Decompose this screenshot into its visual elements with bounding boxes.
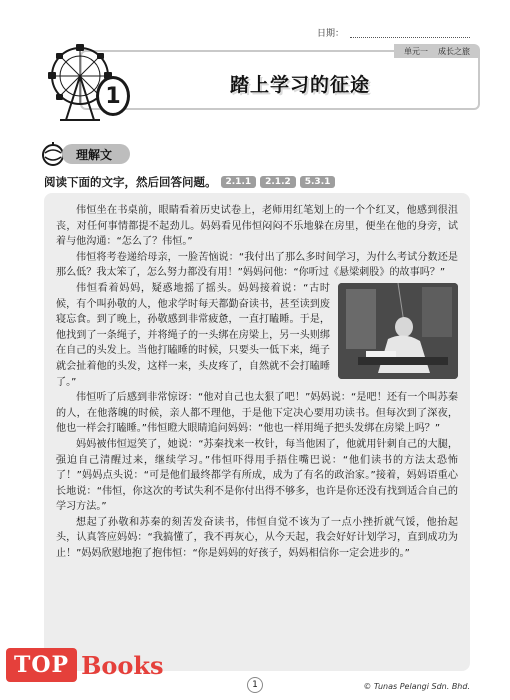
logo-books-text: Books: [81, 650, 164, 680]
passage-paragraph: 伟恒看着妈妈，疑惑地摇了摇头。妈妈接着说：“古时候，有个叫孙敬的人，他求学时每天都勤奋读书，甚至读到废寝忘食。到了晚上，孙敬感到非常疲惫，一直打瞌睡。于是，他找到了一条绳子，并将绳子的一头绑在房梁上，另一头则绑在自己的头发上。当他打瞌睡的时候，只要头一低下来，绳子就会扯着他的头发，这样一来，头皮疼了，自然就不会打瞌睡了。”: [56, 282, 330, 388]
passage-paragraph: 伟恒听了后感到非常惊讶：“他对自己也太狠了吧！”妈妈说：“是吧！还有一个叫苏秦的人，在他落魄的时候，亲人都不理他，于是他下定决心要用功读书。但每次到了深夜，他也一样会打瞌睡。”伟恒瞪大眼睛追问妈妈：“他也一样用绳子把头发绑在房梁上吗？”: [56, 392, 458, 435]
unit-tab: [394, 44, 480, 58]
date-label: 日期：: [316, 29, 344, 39]
instruction-row: [44, 174, 335, 190]
chapter-banner: [40, 44, 480, 122]
reading-passage: [44, 193, 470, 671]
logo-top-text: TOP: [6, 648, 77, 682]
unit-label: 单元一: [404, 46, 428, 56]
chapter-number: 1: [96, 76, 130, 116]
scholar-reading-image: [338, 283, 458, 379]
copyright-notice: © Tunas Pelangi Sdn. Bhd.: [363, 682, 470, 691]
date-blank: [350, 28, 470, 38]
standard-code-badge: 2.1.1: [221, 176, 257, 188]
section-label: 理解文: [62, 144, 130, 164]
instruction-text: 阅读下面的文字，然后回答问题。: [44, 175, 217, 189]
unit-topic: 成长之旅: [438, 46, 470, 56]
date-row: [317, 26, 470, 39]
section-heading: [40, 142, 130, 166]
standard-code-badge: 5.3.1: [300, 176, 336, 188]
standard-code-badge: 2.1.2: [260, 176, 296, 188]
passage-paragraph: 伟恒将考卷递给母亲，一脸苦恼说：“我付出了那么多时间学习，为什么考试分数还是那么低？我太笨了，怎么努力都没有用！”妈妈问他：“你听过《悬梁刺股》的故事吗？”: [56, 251, 458, 279]
passage-paragraph: 妈妈被伟恒逗笑了，她说：“苏秦找来一枚针，每当他困了，他就用针刺自己的大腿，强迫自己清醒过来，继续学习。”伟恒吓得用手捂住嘴巴说：“他们读书的方法太恐怖了！”妈妈点头说：“可是他们最终都学有所成，成为了有名的政治家。”接着，妈妈语重心长地说：“伟恒，你这次的考试失利不是你付出得不够多，也许是你还没有找到适合自己的学习方法。”: [56, 438, 459, 513]
scholar-illustration: [338, 283, 458, 379]
chapter-title: 踏上学习的征途: [230, 74, 371, 96]
passage-paragraph: 想起了孙敬和苏秦的刻苦发奋读书，伟恒自觉不该为了一点小挫折就气馁，他抬起头，认真答应妈妈：“我搞懂了，我不再灰心，从今天起，我会好好计划学习，直到成功为止！”妈妈欣慰地抱了抱伟恒：“你是妈妈的好孩子，妈妈相信你一定会进步的。”: [56, 516, 458, 560]
passage-paragraph: 伟恒坐在书桌前，眼睛看着历史试卷上，老师用红笔划上的一个个红叉，他感到很沮丧，对任何事情都提不起劲儿。妈妈看见伟恒闷闷不乐地躲在房里，便坐在他的身旁，试着与他沟通：“怎么了？伟恒。”: [56, 205, 458, 248]
page-number: 1: [247, 677, 263, 693]
topbooks-logo: [6, 645, 164, 685]
